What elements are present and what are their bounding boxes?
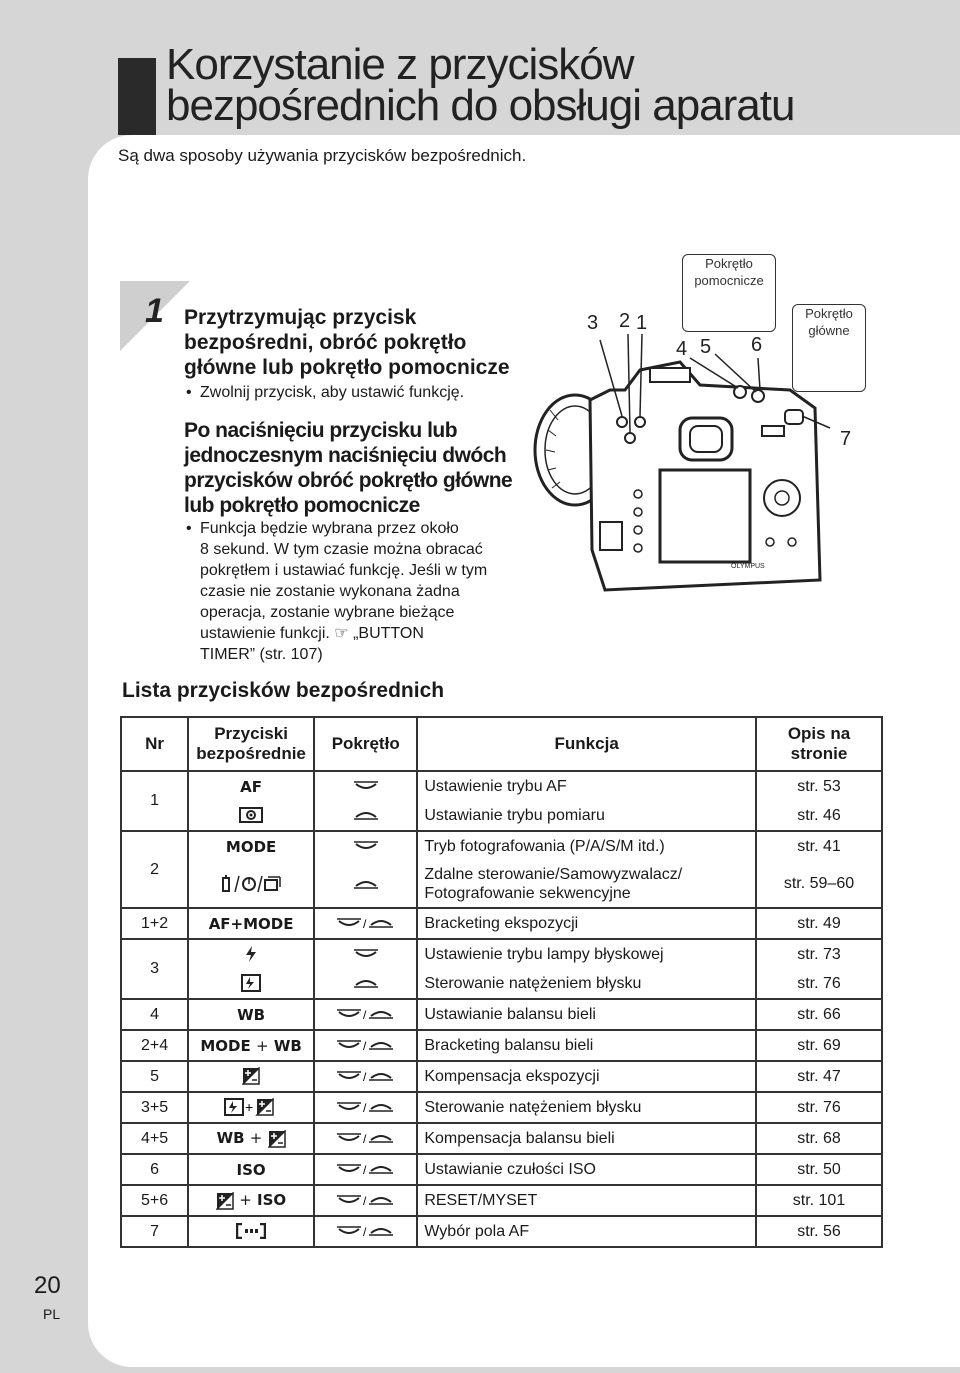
table-row (121, 861, 882, 908)
reference-icon: ☞ (334, 625, 349, 642)
callout-1: 1 (636, 312, 648, 334)
row-nr: 5+6 (121, 1185, 188, 1216)
sub-dial-icon (314, 801, 417, 831)
callout-7: 7 (840, 428, 852, 450)
row-page: str. 76 (756, 1092, 882, 1123)
both-dials-icon (314, 1061, 417, 1092)
main-dial-callout: Pokrętło główne (792, 304, 866, 392)
row-page: str. 53 (756, 771, 882, 801)
row-page: str. 66 (756, 999, 882, 1030)
af-frame-icon (188, 1216, 314, 1247)
row-function: Tryb fotografowania (P/A/S/M itd.) (417, 831, 756, 861)
col-buttons: Przyciski bezpośrednie (188, 717, 314, 771)
table-row (121, 831, 882, 861)
callout-2: 2 (619, 310, 631, 332)
row-function: Ustawianie trybu pomiaru (417, 801, 756, 831)
alt-bullet: • Funkcja będzie wybrana przez około 8 sekund. W tym czasie można obracać pokrętłem i ustawiać funkcję. Jeśli w tym czasie nie zostanie wykonana żadna operacja, zostanie wybrane bieżące ustawienie funkcji. ☞ „BUTTON TIMER” (str. 107) (200, 518, 530, 665)
row-function: Bracketing balansu bieli (417, 1030, 756, 1061)
table-row (121, 908, 882, 939)
table-row (121, 969, 882, 999)
camera-brand: OLYMPUS (731, 563, 765, 570)
row-page: str. 76 (756, 969, 882, 999)
row-page: str. 50 (756, 1154, 882, 1185)
svg-text:/: / (362, 1008, 367, 1022)
flash-icon (188, 939, 314, 969)
alt-heading: Po naciśnięciu przycisku lub jednoczesnym naciśnięciu dwóch przycisków obróć pokrętło główne lub pokrętło pomocnicze (184, 419, 513, 517)
list-title: Lista przycisków bezpośrednich (122, 679, 445, 702)
svg-text:/: / (362, 917, 367, 931)
svg-text:/: / (362, 1163, 367, 1177)
row-function: Sterowanie natężeniem błysku (417, 1092, 756, 1123)
row-page: str. 73 (756, 939, 882, 969)
wb-plus-exposure-comp: WB + (188, 1123, 314, 1154)
row-nr: 4 (121, 999, 188, 1030)
row-nr: 2 (121, 831, 188, 908)
drive-icons (188, 861, 314, 908)
exposure-comp-icon (188, 1061, 314, 1092)
table-row (121, 1123, 882, 1154)
row-page: str. 41 (756, 831, 882, 861)
row-function: Wybór pola AF (417, 1216, 756, 1247)
row-nr: 3 (121, 939, 188, 999)
both-dials-icon (314, 1154, 417, 1185)
callout-3: 3 (587, 312, 599, 334)
callout-5: 5 (700, 336, 712, 358)
af-button-label: AF (188, 771, 314, 801)
direct-buttons-table (120, 716, 883, 1248)
col-nr: Nr (121, 717, 188, 771)
exposure-comp-icon (268, 1130, 286, 1148)
table-row (121, 801, 882, 831)
table-row (121, 1154, 882, 1185)
table-header-row (121, 717, 882, 771)
flash-comp-icon (188, 969, 314, 999)
sub-dial-icon (314, 969, 417, 999)
main-dial-icon (314, 771, 417, 801)
step-bullet: • Zwolnij przycisk, aby ustawić funkcję. (200, 382, 464, 403)
row-function: RESET/MYSET (417, 1185, 756, 1216)
row-nr: 6 (121, 1154, 188, 1185)
step-number: 1 (145, 292, 164, 330)
sub-dial-icon (314, 861, 417, 908)
row-page: str. 68 (756, 1123, 882, 1154)
both-dials-icon (314, 908, 417, 939)
row-page: str. 101 (756, 1185, 882, 1216)
svg-text:/: / (362, 1194, 367, 1208)
both-dials-icon (314, 1092, 417, 1123)
table-row (121, 1030, 882, 1061)
row-function: Zdalne sterowanie/Samowyzwalacz/ Fotografowanie sekwencyjne (417, 861, 756, 908)
both-dials-icon (314, 1123, 417, 1154)
svg-text:/: / (362, 1070, 367, 1084)
table-row (121, 999, 882, 1030)
row-function: Ustawianie czułości ISO (417, 1154, 756, 1185)
table-row (121, 771, 882, 801)
table-row (121, 1061, 882, 1092)
both-dials-icon (314, 1216, 417, 1247)
both-dials-icon (314, 1185, 417, 1216)
row-function: Ustawianie balansu bieli (417, 999, 756, 1030)
af-mode-button-label: AF+MODE (188, 908, 314, 939)
row-function: Ustawienie trybu lampy błyskowej (417, 939, 756, 969)
wb-button-label: WB (188, 999, 314, 1030)
table-row (121, 939, 882, 969)
row-function: Sterowanie natężeniem błysku (417, 969, 756, 999)
mode-button-label: MODE (188, 831, 314, 861)
main-dial-icon (314, 939, 417, 969)
svg-text:/: / (362, 1101, 367, 1115)
camera-diagram (530, 250, 950, 610)
row-page: str. 56 (756, 1216, 882, 1247)
row-nr: 7 (121, 1216, 188, 1247)
row-page: str. 59–60 (756, 861, 882, 908)
page-title: Korzystanie z przycisków bezpośrednich do obsługi aparatu (166, 40, 795, 130)
exposure-comp-plus-iso: + ISO (188, 1185, 314, 1216)
row-page: str. 47 (756, 1061, 882, 1092)
main-dial-icon (314, 831, 417, 861)
flash-comp-plus-exposure-comp-icons (188, 1092, 314, 1123)
both-dials-icon (314, 1030, 417, 1061)
metering-icon (188, 801, 314, 831)
row-nr: 4+5 (121, 1123, 188, 1154)
row-page: str. 49 (756, 908, 882, 939)
col-dial: Pokrętło (314, 717, 417, 771)
row-nr: 1 (121, 771, 188, 831)
col-function: Funkcja (417, 717, 756, 771)
page-number: 20 (34, 1272, 61, 1299)
table-row (121, 1216, 882, 1247)
row-page: str. 69 (756, 1030, 882, 1061)
svg-text:+: + (245, 1099, 254, 1116)
svg-text:/: / (362, 1225, 367, 1239)
callout-4: 4 (676, 338, 688, 360)
table-row (121, 1092, 882, 1123)
row-function: Kompensacja balansu bieli (417, 1123, 756, 1154)
row-nr: 5 (121, 1061, 188, 1092)
row-function: Kompensacja ekspozycji (417, 1061, 756, 1092)
table-row (121, 1185, 882, 1216)
svg-text:/: / (362, 1039, 367, 1053)
row-nr: 3+5 (121, 1092, 188, 1123)
title-marker (118, 58, 156, 135)
col-page: Opis na stronie (756, 717, 882, 771)
page-language: PL (43, 1306, 61, 1322)
both-dials-icon (314, 999, 417, 1030)
intro-text: Są dwa sposoby używania przycisków bezpośrednich. (118, 146, 527, 165)
sub-dial-callout: Pokrętło pomocnicze (682, 254, 776, 332)
mode-wb-button-label: MODE + WB (188, 1030, 314, 1061)
iso-button-label: ISO (188, 1154, 314, 1185)
row-function: Ustawienie trybu AF (417, 771, 756, 801)
svg-text:/: / (362, 1132, 367, 1146)
row-nr: 1+2 (121, 908, 188, 939)
row-function: Bracketing ekspozycji (417, 908, 756, 939)
row-page: str. 46 (756, 801, 882, 831)
step-heading: Przytrzymując przycisk bezpośredni, obróć pokrętło główne lub pokrętło pomocnicze (184, 306, 510, 379)
callout-6: 6 (751, 334, 763, 356)
exposure-comp-icon (216, 1192, 234, 1210)
row-nr: 2+4 (121, 1030, 188, 1061)
